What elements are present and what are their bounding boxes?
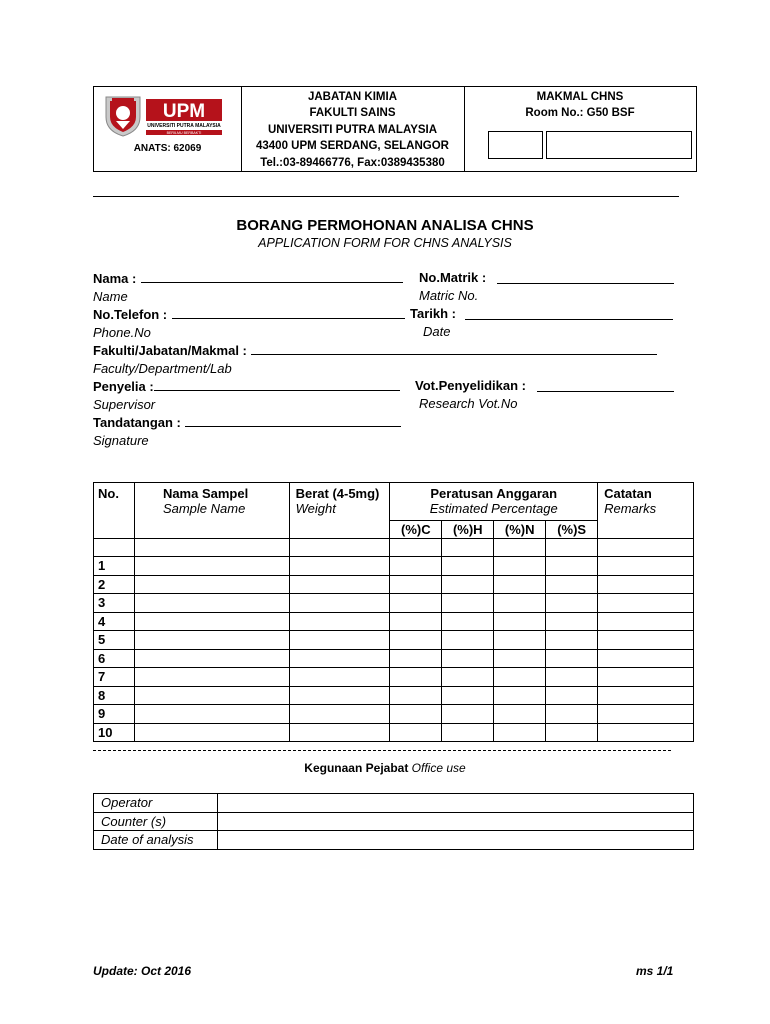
- nama-field[interactable]: [141, 270, 403, 283]
- sample-name-cell[interactable]: [134, 594, 289, 613]
- weight-cell[interactable]: [289, 575, 390, 594]
- telefon-en: Phone.No: [93, 325, 151, 340]
- lab-name: MAKMAL CHNS: [536, 91, 624, 103]
- table-row: [94, 557, 694, 576]
- counter-label: Counter (s): [94, 812, 218, 831]
- office-label-italic: Office use: [411, 761, 466, 775]
- weight-cell[interactable]: [289, 612, 390, 631]
- telefon-label: No.Telefon :: [93, 307, 168, 322]
- col-sample-name: [134, 483, 289, 539]
- dept-line: Tel.:03-89466776, Fax:0389435380: [260, 156, 445, 169]
- table-row: [94, 686, 694, 705]
- page-number: ms 1/1: [636, 964, 674, 978]
- tarikh-field[interactable]: [465, 307, 673, 320]
- col-c: (%)C: [390, 521, 442, 539]
- penyelia-en: Supervisor: [93, 397, 156, 412]
- vot-en: Research Vot.No: [419, 396, 518, 411]
- sample-name-cell[interactable]: [134, 723, 289, 742]
- row-number: 9: [94, 705, 135, 724]
- row-number: 5: [94, 631, 135, 650]
- col-weight: [289, 483, 390, 539]
- weight-label: Weight: [295, 501, 336, 516]
- table-row: [94, 705, 694, 724]
- reference-box[interactable]: [488, 131, 543, 159]
- row-number: 10: [94, 723, 135, 742]
- office-table: [93, 793, 694, 850]
- col-percentage: [390, 483, 598, 521]
- dept-line: UNIVERSITI PUTRA MALAYSIA: [267, 123, 438, 136]
- weight-cell[interactable]: [289, 631, 390, 650]
- table-row: [94, 594, 694, 613]
- weight-cell[interactable]: [289, 723, 390, 742]
- row-number: 7: [94, 668, 135, 687]
- row-number: 3: [94, 594, 135, 613]
- office-use-label: [0, 761, 770, 775]
- fakulti-en: Faculty/Department/Lab: [93, 361, 232, 376]
- berat-label: Berat (4-5mg): [295, 486, 380, 501]
- logo-motto: BERILMU BERBAKTI: [166, 131, 202, 135]
- sample-name-cell[interactable]: [134, 705, 289, 724]
- sample-name-cell[interactable]: [134, 631, 289, 650]
- row-number: 6: [94, 649, 135, 668]
- remarks-label: Remarks: [604, 501, 657, 516]
- matrik-field[interactable]: [497, 271, 674, 284]
- vot-label: Vot.Penyelidikan :: [415, 378, 527, 393]
- counter-field[interactable]: [217, 812, 693, 831]
- table-row: [94, 631, 694, 650]
- sample-name-cell[interactable]: [134, 668, 289, 687]
- tandatangan-field[interactable]: [185, 414, 401, 427]
- dept-line: 43400 UPM SERDANG, SELANGOR: [256, 140, 449, 153]
- table-row: [94, 612, 694, 631]
- dept-line: JABATAN KIMIA: [307, 91, 397, 103]
- col-s: (%)S: [546, 521, 598, 539]
- date-of-analysis-label: Date of analysis: [94, 831, 218, 850]
- tandatangan-en: Signature: [93, 433, 149, 448]
- table-row: [94, 723, 694, 742]
- peratusan-label: Peratusan Anggaran: [430, 486, 558, 501]
- col-no: No.: [94, 483, 135, 539]
- penyelia-field[interactable]: [154, 378, 400, 391]
- row-number: 8: [94, 686, 135, 705]
- sample-name-cell[interactable]: [134, 686, 289, 705]
- row-number: 1: [94, 557, 135, 576]
- applicant-fields: [93, 270, 693, 450]
- weight-cell[interactable]: [289, 594, 390, 613]
- table-row: [94, 649, 694, 668]
- catatan-label: Catatan: [604, 486, 652, 501]
- weight-cell[interactable]: [289, 705, 390, 724]
- header-rule: [93, 196, 679, 197]
- col-remarks: [598, 483, 694, 539]
- col-n: (%)N: [494, 521, 546, 539]
- lab-cell: [464, 87, 696, 171]
- table-row: [94, 575, 694, 594]
- department-cell: [241, 87, 465, 171]
- upm-logo: [100, 93, 228, 137]
- sample-name-label: Sample Name: [162, 501, 246, 516]
- tarikh-label: Tarikh :: [410, 306, 456, 321]
- fakulti-label: Fakulti/Jabatan/Makmal :: [93, 343, 247, 358]
- matrik-en: Matric No.: [419, 288, 479, 303]
- logo-text: UPM: [162, 101, 206, 122]
- sample-name-cell[interactable]: [134, 575, 289, 594]
- operator-field[interactable]: [217, 794, 693, 813]
- weight-cell[interactable]: [289, 557, 390, 576]
- form-title: BORANG PERMOHONAN ANALISA CHNS: [236, 217, 534, 234]
- fakulti-field[interactable]: [251, 342, 657, 355]
- row-number: 2: [94, 575, 135, 594]
- nama-en: Name: [93, 289, 128, 304]
- office-divider: [93, 750, 671, 751]
- matrik-label: No.Matrik :: [419, 270, 487, 285]
- tandatangan-label: Tandatangan :: [93, 415, 181, 430]
- form-subtitle: APPLICATION FORM FOR CHNS ANALYSIS: [258, 236, 512, 250]
- logo-cell: [94, 87, 242, 171]
- col-h: (%)H: [442, 521, 494, 539]
- room-number: Room No.: G50 BSF: [525, 107, 635, 120]
- sample-name-cell[interactable]: [134, 557, 289, 576]
- sample-table: [93, 482, 694, 742]
- weight-cell[interactable]: [289, 686, 390, 705]
- nama-label: Nama :: [93, 271, 137, 286]
- date-of-analysis-field[interactable]: [217, 831, 693, 850]
- telefon-field[interactable]: [172, 306, 405, 319]
- update-date: Update: Oct 2016: [93, 964, 192, 978]
- anats-label: ANATS: 62069: [133, 143, 202, 154]
- sample-name-cell[interactable]: [134, 649, 289, 668]
- weight-cell[interactable]: [289, 668, 390, 687]
- tarikh-en: Date: [423, 324, 451, 339]
- row-number: 4: [94, 612, 135, 631]
- estimated-label: Estimated Percentage: [429, 501, 558, 516]
- logo-tagline: UNIVERSITI PUTRA MALAYSIA: [147, 123, 221, 129]
- dept-line: FAKULTI SAINS: [309, 107, 396, 120]
- vot-field[interactable]: [537, 379, 674, 392]
- table-row: [94, 668, 694, 687]
- nama-sampel-label: Nama Sampel: [162, 486, 249, 501]
- reference-box-wide[interactable]: [546, 131, 692, 159]
- penyelia-label: Penyelia :: [93, 379, 154, 394]
- header-table: [93, 86, 697, 172]
- office-label-bold: Kegunaan Pejabat: [304, 761, 409, 775]
- sample-name-cell[interactable]: [134, 612, 289, 631]
- weight-cell[interactable]: [289, 649, 390, 668]
- operator-label: Operator: [94, 794, 218, 813]
